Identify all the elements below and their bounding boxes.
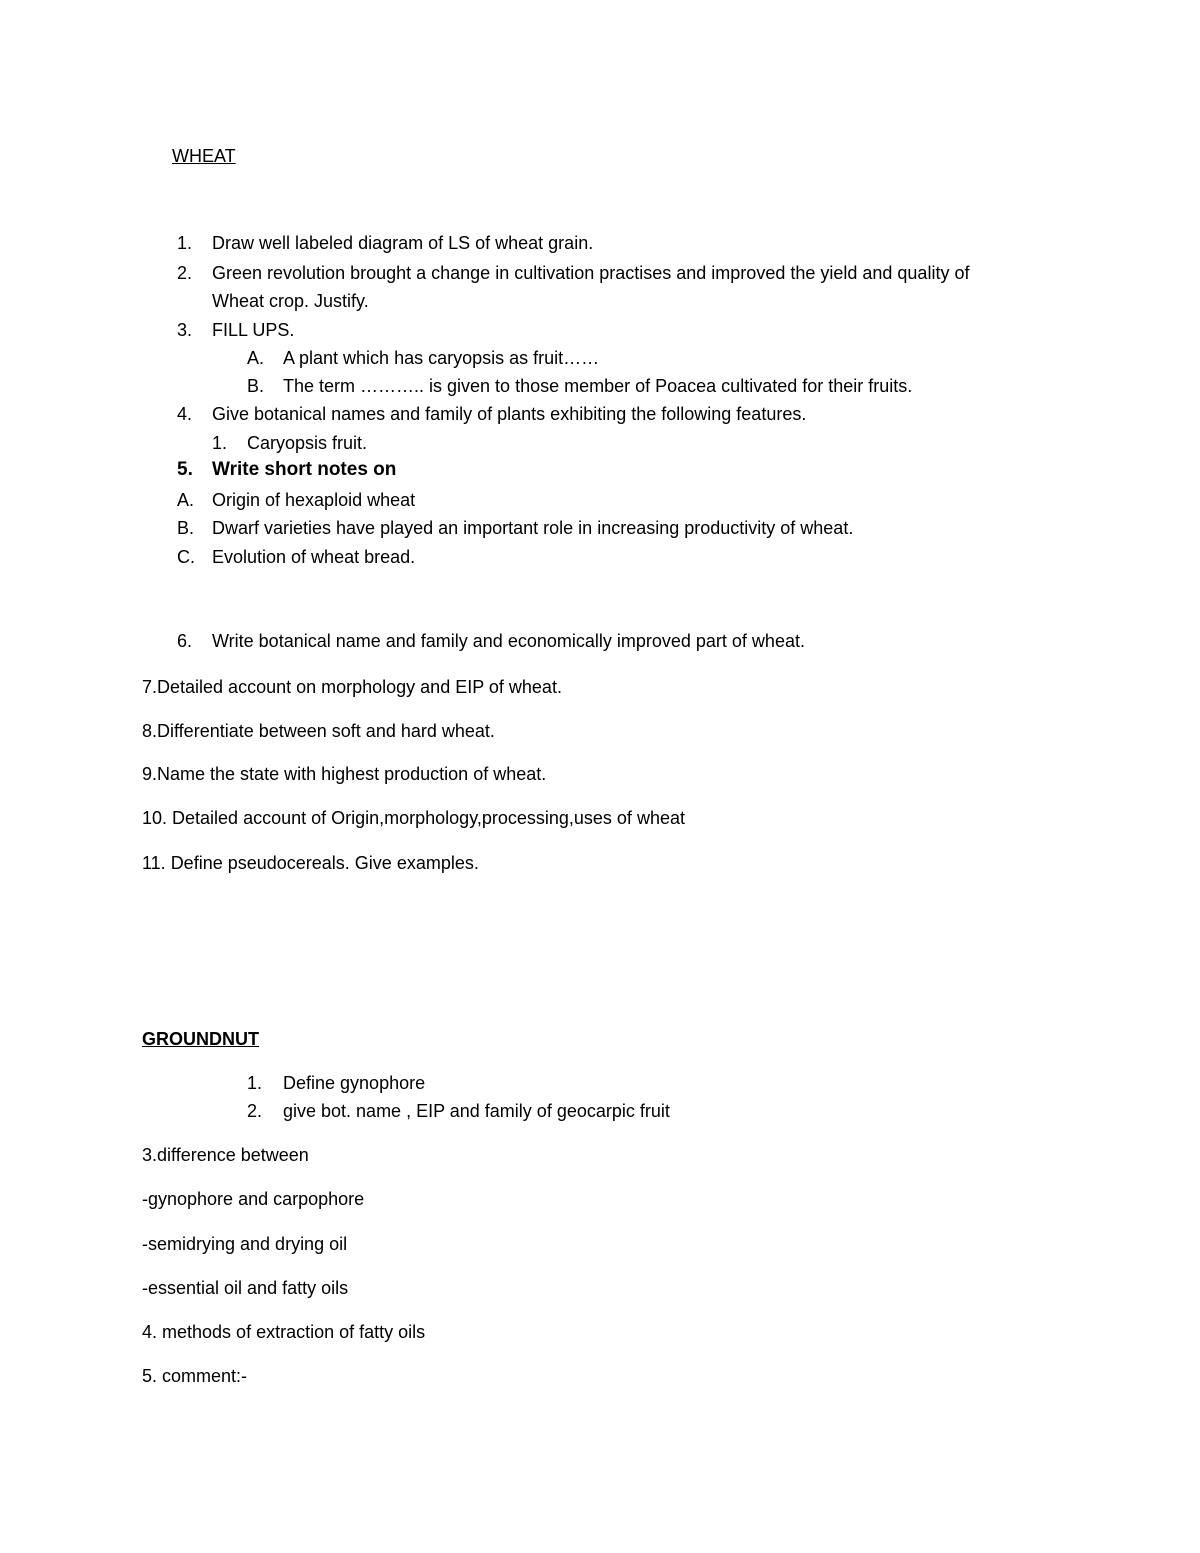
groundnut-q2-text: give bot. name , EIP and family of geocarpic fruit [283,1101,670,1121]
groundnut-q1-number: 1. [247,1073,263,1093]
wheat-q4-sub-text: Caryopsis fruit. [247,433,368,453]
wheat-q5-text: Write short notes on [212,459,397,480]
wheat-q8: 8.Differentiate between soft and hard wheat. [142,721,495,741]
groundnut-q5: 5. comment:- [142,1366,248,1386]
wheat-q5b-text: Dwarf varieties have played an important role in increasing productivity of wheat. [212,518,854,538]
wheat-q4-text: Give botanical names and family of plants exhibiting the following features. [212,404,807,424]
wheat-q5c-text: Evolution of wheat bread. [212,547,416,567]
groundnut-q1-text: Define gynophore [283,1073,426,1093]
wheat-heading: WHEAT [172,146,236,166]
groundnut-q3-item-b: -semidrying and drying oil [142,1234,348,1254]
groundnut-q2-number: 2. [247,1101,263,1121]
wheat-q5b-letter: B. [177,518,195,538]
wheat-q4-number: 4. [177,404,193,424]
wheat-q3-number: 3. [177,320,193,340]
wheat-q5c-letter: C. [177,547,195,567]
groundnut-q3-item-c: -essential oil and fatty oils [142,1278,349,1298]
wheat-q6-number: 6. [177,631,193,651]
wheat-q11: 11. Define pseudocereals. Give examples. [142,853,479,873]
groundnut-q3: 3.difference between [142,1145,309,1165]
wheat-q9: 9.Name the state with highest production of wheat. [142,764,547,784]
wheat-q3-text: FILL UPS. [212,320,295,340]
wheat-q3a-letter: A. [247,348,265,368]
wheat-q3b-text: The term ……….. is given to those member of Poacea cultivated for their fruits. [283,376,913,396]
wheat-q2-line2: Wheat crop. Justify. [212,291,369,311]
groundnut-q3-item-a: -gynophore and carpophore [142,1189,365,1209]
wheat-q7: 7.Detailed account on morphology and EIP of wheat. [142,677,562,697]
wheat-q4-sub-number: 1. [212,433,228,453]
wheat-q1-number: 1. [177,233,193,253]
wheat-q10: 10. Detailed account of Origin,morphology,processing,uses of wheat [142,808,685,828]
wheat-q6-text: Write botanical name and family and economically improved part of wheat. [212,631,805,651]
wheat-q2-line1: Green revolution brought a change in cultivation practises and improved the yield and quality of [212,263,970,283]
wheat-q5a-text: Origin of hexaploid wheat [212,490,416,510]
wheat-q5a-letter: A. [177,490,195,510]
wheat-q2-number: 2. [177,263,193,283]
wheat-q3a-text: A plant which has caryopsis as fruit…… [283,348,600,368]
wheat-q5-number: 5. [177,459,193,480]
wheat-q3b-letter: B. [247,376,265,396]
wheat-q1-text: Draw well labeled diagram of LS of wheat grain. [212,233,594,253]
groundnut-q4: 4. methods of extraction of fatty oils [142,1322,426,1342]
groundnut-heading: GROUNDNUT [142,1029,259,1049]
